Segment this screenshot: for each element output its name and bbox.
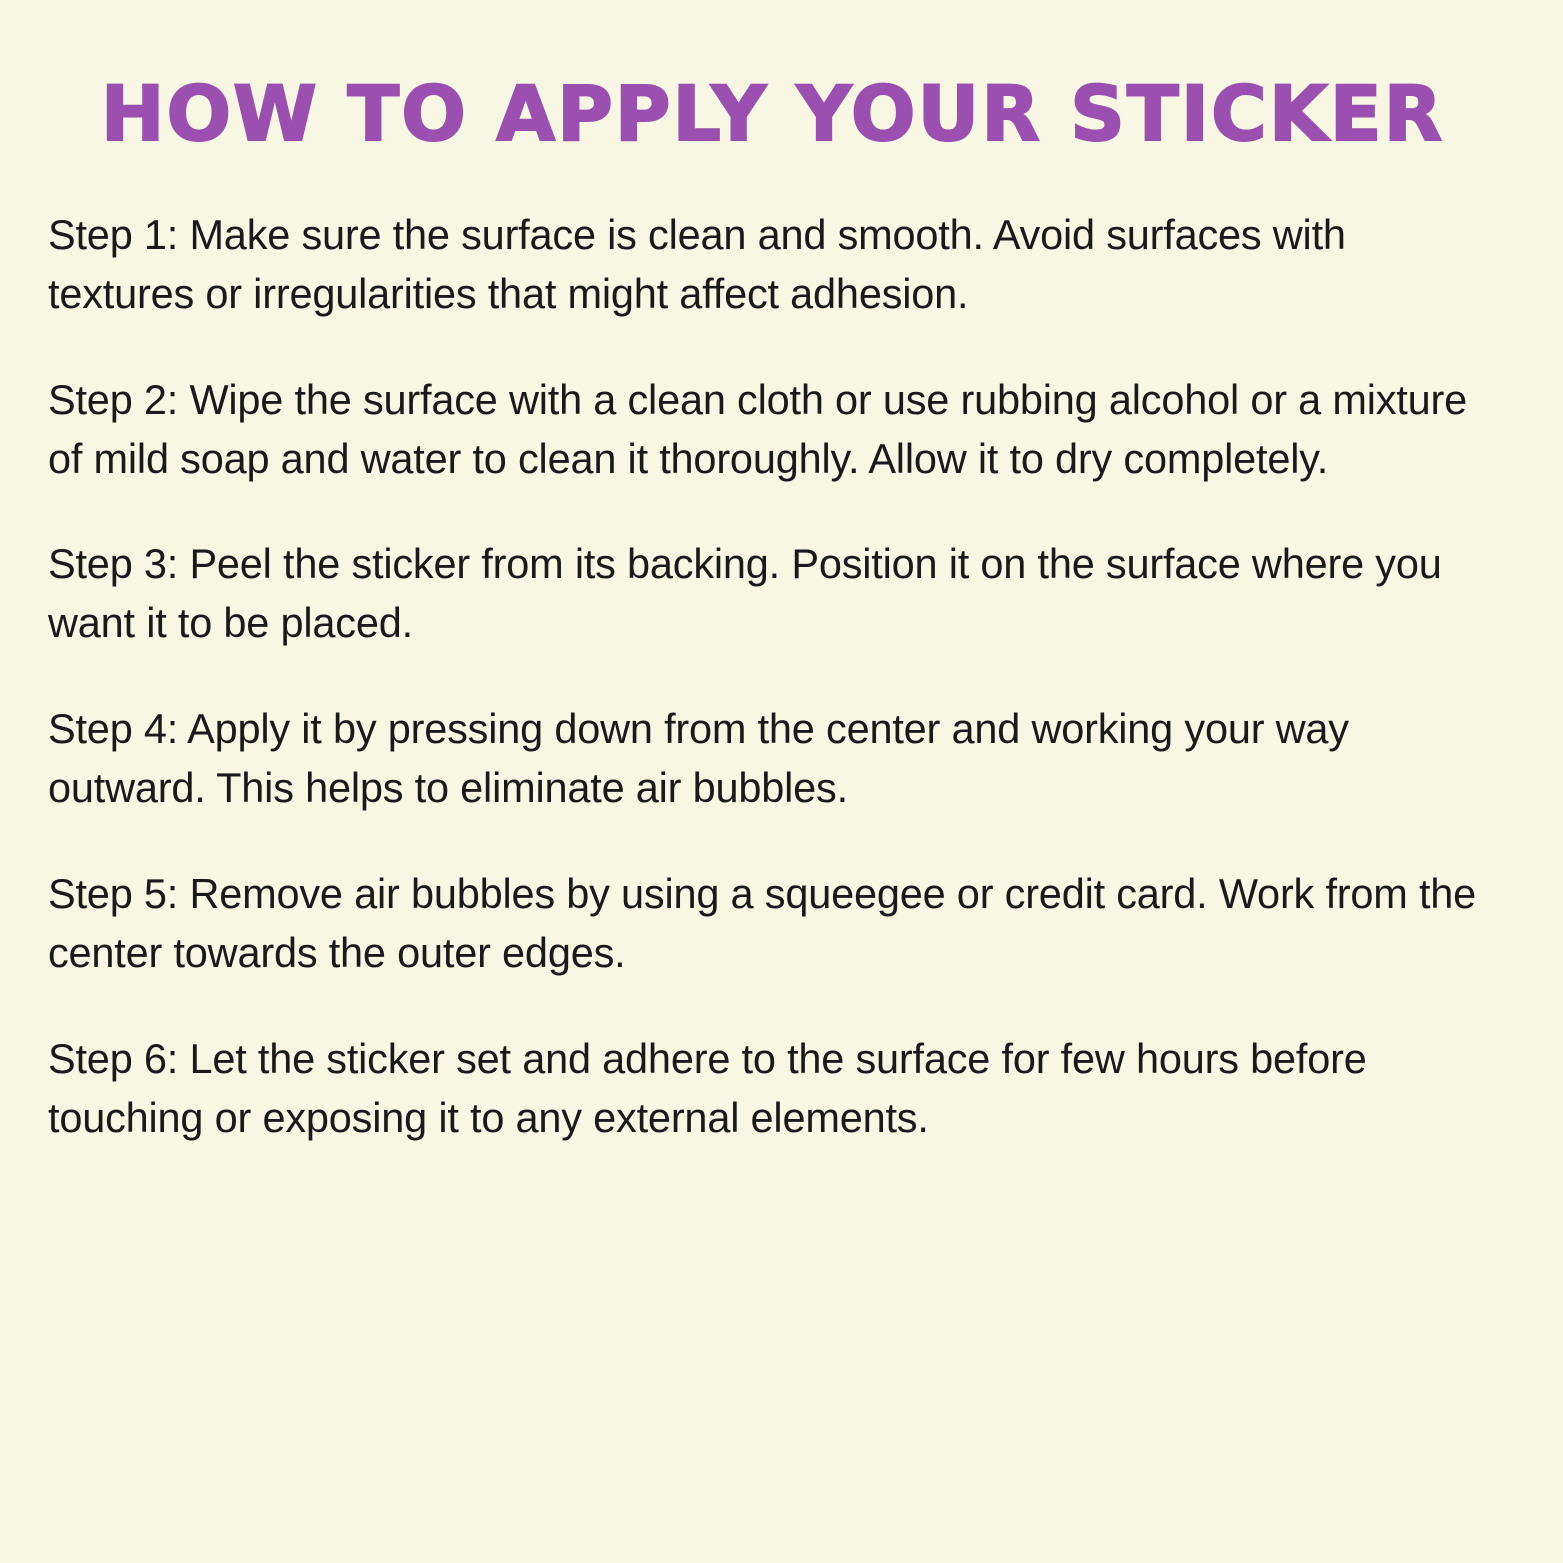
page-title: HOW TO APPLY YOUR STICKER [100,69,1445,158]
step-item: Step 1: Make sure the surface is clean and smooth. Avoid surfaces with textures or irregularities that might affect adhesion. [48,210,1346,317]
step-item: Step 3: Peel the sticker from its backing. Position it on the surface where you want it to be placed. [48,540,1442,647]
step-item: Step 5: Remove air bubbles by using a squeegee or credit card. Work from the center towards the outer edges. [48,870,1477,977]
steps-list [44,206,1501,1148]
step-item: Step 2: Wipe the surface with a clean cloth or use rubbing alcohol or a mixture of mild soap and water to clean it thoroughly. Allow it to dry completely. [48,375,1468,482]
step-item: Step 6: Let the sticker set and adhere to the surface for few hours before touching or exposing it to any external elements. [48,1035,1367,1141]
step-item: Step 4: Apply it by pressing down from the center and working your way outward. This helps to eliminate air bubbles. [48,705,1349,812]
